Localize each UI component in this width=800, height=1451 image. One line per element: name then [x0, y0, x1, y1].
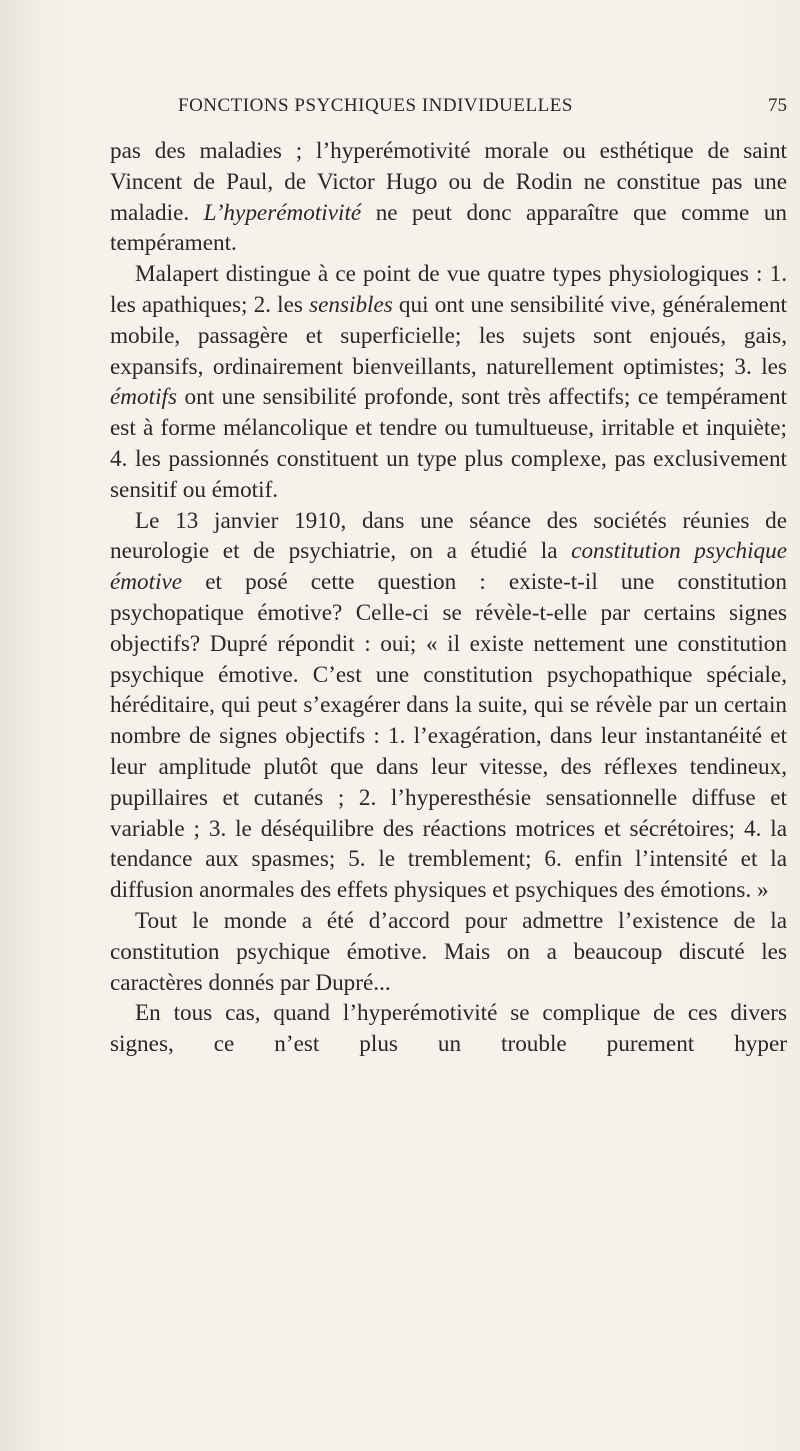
paragraph-2-text-3: ont une sensibilité profonde, sont très affectifs; ce tempérament est à forme mélancolique et tendre ou tumultueuse, irritable et inquiète; 4. les passionnés constituent un type plus complexe, pas exclusivement sensitif ou émotif.: [110, 384, 787, 503]
paragraph-1: [110, 136, 787, 259]
paragraph-2-text-2: qui ont une sensibilité vive, généralement mobile, passagère et superficielle; les sujets sont enjoués, gais, expansifs, ordinairement bienveillants, naturellement optimistes; 3. les: [110, 291, 787, 380]
paragraph-2-italic-1: sensibles: [309, 291, 393, 318]
paragraph-1-italic-1: L’hyperémotivité: [203, 199, 362, 226]
paragraph-3-text-2: et posé cette question : existe-t-il une constitution psychopatique émotive? Celle-ci se révèle-t-elle par certains signes objectifs? Dupré répondit : oui; « il existe nettement une constitution psychique émotive. C’est une constitution psychopathique spéciale, héréditaire, qui peut s’exagérer dans la suite, qui se révèle par un certain nombre de signes objectifs : 1. l’exagération, dans leur instantanéité et leur amplitude plutôt que dans leur vitesse, des réflexes tendineux, pupillaires et cutanés ; 2. l’hyperesthésie sensationnelle diffuse et variable ; 3. le déséquilibre des réactions motrices et sécrétoires; 4. la tendance aux spasmes; 5. le tremblement; 6. enfin l’intensité et la diffusion anormales des effets physiques et psychiques des émotions. »: [110, 569, 787, 904]
paragraph-2-italic-2: émotifs: [110, 384, 177, 411]
paragraph-2-text-1: Malapert distingue à ce point de vue quatre types physiologiques : 1. les apathiques; 2. les: [110, 261, 787, 318]
paragraph-3-italic-1: constitution psychique émotive: [110, 538, 788, 596]
paragraph-1-text-2: ne peut donc apparaître que comme un tempérament.: [110, 199, 788, 257]
page-header: [160, 95, 787, 125]
paragraph-2: [110, 259, 787, 505]
paragraph-3: [110, 506, 787, 906]
page-number: 75: [768, 95, 787, 116]
paragraph-4: Tout le monde a été d’accord pour admettre l’existence de la constitution psychique émotive. Mais on a beaucoup discuté les caractères donnés par Dupré...: [110, 907, 787, 996]
paragraph-1-text-1: pas des maladies ; l’hyperémotivité morale ou esthétique de saint Vincent de Paul, de Victor Hugo ou de Rodin ne constitue pas une maladie.: [110, 138, 787, 226]
running-title: FONCTIONS PSYCHIQUES INDIVIDUELLES: [178, 95, 573, 116]
body-text: [110, 136, 787, 1060]
paragraph-5: En tous cas, quand l’hyperémotivité se complique de ces divers signes, ce n’est plus un trouble purement hyper: [110, 1000, 787, 1058]
paragraph-3-text-1: Le 13 janvier 1910, dans une séance des sociétés réunies de neurologie et de psychiatrie, on a étudié la: [110, 507, 787, 565]
